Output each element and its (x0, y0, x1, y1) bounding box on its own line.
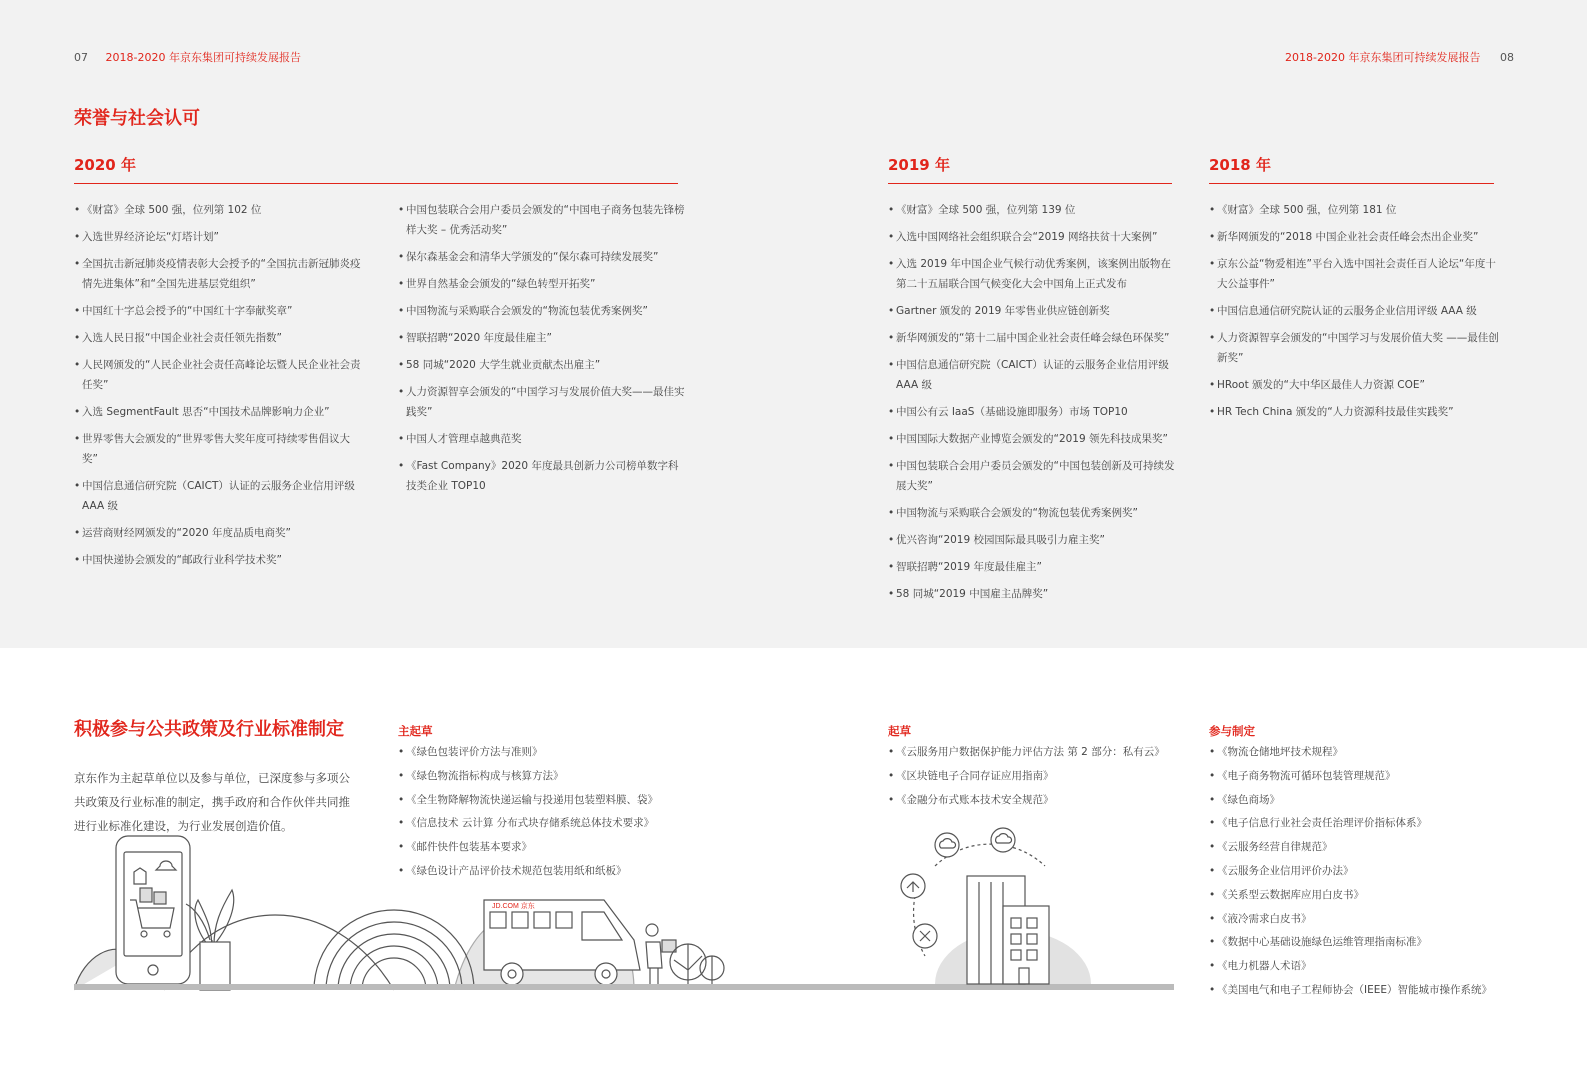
lead-drafter-heading: 主起草 (398, 724, 433, 738)
list-item: • 中国公有云 IaaS（基础设施即服务）市场 TOP10 (888, 402, 1178, 422)
year-2019-heading: 2019 年 (888, 156, 950, 174)
list-item: • 《财富》全球 500 强，位列第 181 位 (1209, 200, 1499, 220)
delivery-illustration (74, 830, 734, 1005)
list-item: • 中国包装联合会用户委员会颁发的“中国电子商务包装先锋榜样大奖 – 优秀活动奖” (398, 200, 688, 240)
list-item: • 《信息技术 云计算 分布式块存储系统总体技术要求》 (398, 815, 658, 831)
drafter-list (888, 744, 1165, 815)
right-report-title: 2018-2020 年京东集团可持续发展报告 (1285, 51, 1481, 64)
year-2020-heading: 2020 年 (74, 156, 136, 174)
list-item: • 58 同城“2019 中国雇主品牌奖” (888, 584, 1178, 604)
honors-title: 荣誉与社会认可 (74, 108, 200, 129)
honors-2019-list (888, 200, 1178, 611)
cloud-building-illustration (895, 826, 1095, 996)
list-item: • 《邮件快件包装基本要求》 (398, 839, 658, 855)
honors-2020-list-2 (398, 200, 688, 503)
list-item: • 入选人民日报“中国企业社会责任领先指数” (74, 328, 364, 348)
list-item: • 《电力机器人术语》 (1209, 958, 1492, 974)
list-item: • 58 同城“2020 大学生就业贡献杰出雇主” (398, 355, 688, 375)
year-2018-rule (1209, 183, 1494, 184)
right-page-header (1285, 49, 1514, 65)
policy-title: 积极参与公共政策及行业标准制定 (74, 719, 344, 740)
list-item: • 世界自然基金会颁发的“绿色转型开拓奖” (398, 274, 688, 294)
list-item: • 中国信息通信研究院认证的云服务企业信用评级 AAA 级 (1209, 301, 1499, 321)
list-item: • 《绿色商场》 (1209, 792, 1492, 808)
list-item: • 《云服务用户数据保护能力评估方法 第 2 部分：私有云》 (888, 744, 1165, 760)
list-item: • 《液冷需求白皮书》 (1209, 911, 1492, 927)
left-page-header (74, 49, 301, 65)
list-item: • 中国物流与采购联合会颁发的“物流包装优秀案例奖” (888, 503, 1178, 523)
list-item: • 《财富》全球 500 强，位列第 102 位 (74, 200, 364, 220)
list-item: • 入选中国网络社会组织联合会“2019 网络扶贫十大案例” (888, 227, 1178, 247)
year-2018-heading: 2018 年 (1209, 156, 1271, 174)
list-item: • 《云服务经营自律规范》 (1209, 839, 1492, 855)
list-item: • 中国信息通信研究院（CAICT）认证的云服务企业信用评级 AAA 级 (74, 476, 364, 516)
list-item: • 全国抗击新冠肺炎疫情表彰大会授予的“全国抗击新冠肺炎疫情先进集体”和“全国先进基层党组织” (74, 254, 364, 294)
list-item: • 入选 2019 年中国企业气候行动优秀案例，该案例出版物在第二十五届联合国气候变化大会中国角上正式发布 (888, 254, 1178, 294)
list-item: • 《区块链电子合同存证应用指南》 (888, 768, 1165, 784)
list-item: • Gartner 颁发的 2019 年零售业供应链创新奖 (888, 301, 1178, 321)
list-item: • 《电子信息行业社会责任治理评价指标体系》 (1209, 815, 1492, 831)
list-item: • 《电子商务物流可循环包装管理规范》 (1209, 768, 1492, 784)
list-item: • HR Tech China 颁发的“人力资源科技最佳实践奖” (1209, 402, 1499, 422)
list-item: • 入选世界经济论坛“灯塔计划” (74, 227, 364, 247)
list-item: • 人民网颁发的“人民企业社会责任高峰论坛暨人民企业社会责任奖” (74, 355, 364, 395)
right-page-number: 08 (1500, 51, 1514, 64)
van-logo-text: JD.COM 京东 (492, 903, 535, 910)
list-item: • 中国信息通信研究院（CAICT）认证的云服务企业信用评级 AAA 级 (888, 355, 1178, 395)
list-item: • 新华网颁发的“2018 中国企业社会责任峰会杰出企业奖” (1209, 227, 1499, 247)
list-item: • 中国红十字总会授予的“中国红十字奉献奖章” (74, 301, 364, 321)
list-item: • 《物流仓储地坪技术规程》 (1209, 744, 1492, 760)
list-item: • 《云服务企业信用评价办法》 (1209, 863, 1492, 879)
list-item: • 新华网颁发的“第十二届中国企业社会责任峰会绿色环保奖” (888, 328, 1178, 348)
list-item: • 中国物流与采购联合会颁发的“物流包装优秀案例奖” (398, 301, 688, 321)
participant-heading: 参与制定 (1209, 724, 1255, 738)
list-item: • 人力资源智享会颁发的“中国学习与发展价值大奖——最佳实践奖” (398, 382, 688, 422)
list-item: • 运营商财经网颁发的“2020 年度品质电商奖” (74, 523, 364, 543)
list-item: • 京东公益“物爱相连”平台入选中国社会责任百人论坛“年度十大公益事件” (1209, 254, 1499, 294)
list-item: • 中国人才管理卓越典范奖 (398, 429, 688, 449)
participant-list (1209, 744, 1492, 1006)
list-item: • 《绿色设计产品评价技术规范包装用纸和纸板》 (398, 863, 658, 879)
list-item: • 优兴咨询“2019 校园国际最具吸引力雇主奖” (888, 530, 1178, 550)
list-item: • 保尔森基金会和清华大学颁发的“保尔森可持续发展奖” (398, 247, 688, 267)
list-item: • 《美国电气和电子工程师协会（IEEE）智能城市操作系统》 (1209, 982, 1492, 998)
list-item: • 人力资源智享会颁发的“中国学习与发展价值大奖 ——最佳创新奖” (1209, 328, 1499, 368)
list-item: • 《绿色包装评价方法与准则》 (398, 744, 658, 760)
list-item: • 中国快递协会颁发的“邮政行业科学技术奖” (74, 550, 364, 570)
list-item: • HRoot 颁发的“大中华区最佳人力资源 COE” (1209, 375, 1499, 395)
policy-intro: 京东作为主起草单位以及参与单位，已深度参与多项公共政策及行业标准的制定，携手政府和合作伙伴共同推进行业标准化建设，为行业发展创造价值。 (74, 771, 350, 833)
year-2019-rule (888, 183, 1172, 184)
honors-2018-list (1209, 200, 1499, 429)
drafter-heading: 起草 (888, 724, 911, 738)
list-item: • 《金融分布式账本技术安全规范》 (888, 792, 1165, 808)
list-item: • 世界零售大会颁发的“世界零售大奖年度可持续零售倡议大奖” (74, 429, 364, 469)
list-item: • 《全生物降解物流快递运输与投递用包装塑料膜、袋》 (398, 792, 658, 808)
list-item: • 中国包装联合会用户委员会颁发的“中国包装创新及可持续发展大奖” (888, 456, 1178, 496)
list-item: • 智联招聘“2019 年度最佳雇主” (888, 557, 1178, 577)
list-item: • 《数据中心基础设施绿色运维管理指南标准》 (1209, 934, 1492, 950)
year-2020-rule (74, 183, 678, 184)
list-item: • 《绿色物流指标构成与核算方法》 (398, 768, 658, 784)
left-report-title: 2018-2020 年京东集团可持续发展报告 (105, 51, 301, 64)
list-item: • 《Fast Company》2020 年度最具创新力公司榜单数字科技类企业 TOP10 (398, 456, 688, 496)
honors-2020-list-1 (74, 200, 364, 577)
list-item: • 《财富》全球 500 强，位列第 139 位 (888, 200, 1178, 220)
list-item: • 中国国际大数据产业博览会颁发的“2019 领先科技成果奖” (888, 429, 1178, 449)
list-item: • 智联招聘“2020 年度最佳雇主” (398, 328, 688, 348)
list-item: • 入选 SegmentFault 思否“中国技术品牌影响力企业” (74, 402, 364, 422)
left-page-number: 07 (74, 51, 88, 64)
list-item: • 《关系型云数据库应用白皮书》 (1209, 887, 1492, 903)
